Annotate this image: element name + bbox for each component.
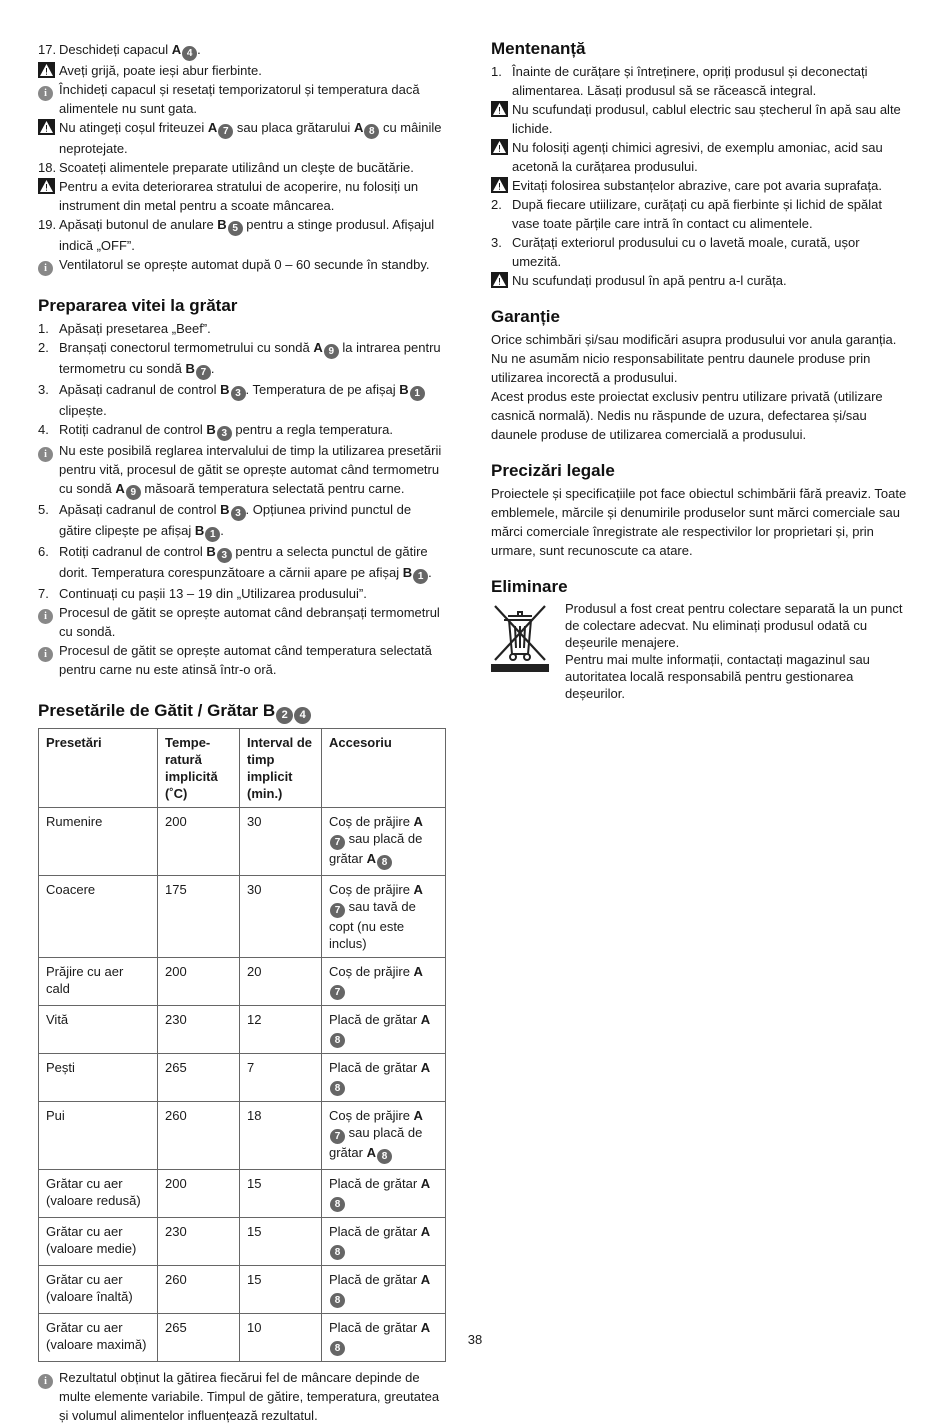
table-row	[39, 876, 446, 958]
part-ref-letter: A	[207, 120, 218, 135]
numbered-step: 6. Rotiți cadranul de control B 3 pentru a selecta punctul de gătire dorit. Temperatura corespunzătoare a cărnii apare pe afișaj B 1 .	[38, 544, 432, 582]
time-cell: 15	[240, 1170, 322, 1218]
presets-note: i Rezultatul obținut la gătirea fiecărui fel de mâncare depinde de multe elemente variabile. Timpul de gătire, temperatura, greutatea și volumul alimentelor influențează rezultatul.	[38, 1368, 446, 1425]
page-number: 38	[467, 1332, 483, 1347]
part-ref-letter: A	[313, 340, 323, 355]
part-number-badge: 9	[324, 344, 339, 359]
temperature-cell: 265	[158, 1054, 240, 1102]
preset-name-cell: Rumenire	[39, 808, 158, 876]
numbered-step: 1. Apăsați presetarea „Beef”.	[38, 321, 211, 336]
temperature-cell: 230	[158, 1006, 240, 1054]
presets-table-header	[39, 729, 446, 808]
temperature-cell: 260	[158, 1266, 240, 1314]
preset-name-cell: Grătar cu aer (valoare redusă)	[39, 1170, 158, 1218]
part-ref-letter: B	[402, 565, 413, 580]
part-number-badge: 5	[228, 221, 243, 236]
temperature-cell: 265	[158, 1314, 240, 1362]
temperature-cell: 200	[158, 958, 240, 1006]
part-ref-letter: B	[206, 422, 216, 437]
part-ref-letter: A	[366, 851, 376, 866]
part-ref-letter: A	[420, 1224, 431, 1239]
warning-icon	[38, 119, 55, 135]
info-note: i Procesul de gătit se oprește automat când temperatura selectată pentru carne nu este atinsă într-o oră.	[38, 641, 446, 679]
preset-name-cell: Grătar cu aer (valoare înaltă)	[39, 1266, 158, 1314]
part-number-badge: 8	[364, 124, 379, 139]
accessory-cell: Placă de grătar A8	[322, 1170, 446, 1218]
warning-icon	[491, 272, 508, 288]
time-cell: 7	[240, 1054, 322, 1102]
section-title-beef: Prepararea vitei la grătar	[38, 296, 238, 315]
part-ref-letter: A	[420, 1012, 431, 1027]
part-number-badge: 3	[217, 426, 232, 441]
part-number-badge: 2	[276, 707, 293, 724]
part-ref-letter: B	[220, 502, 230, 517]
step-number: 6.	[38, 544, 49, 559]
part-ref-letter: B	[220, 382, 230, 397]
time-cell: 30	[240, 876, 322, 958]
warning-note: Nu scufundați produsul în apă pentru a-l curăța.	[491, 271, 909, 290]
part-ref-letter: B	[206, 544, 216, 559]
part-number-badge: 8	[330, 1033, 345, 1048]
part-number-badge: 1	[205, 527, 220, 542]
part-number-badge: 7	[330, 835, 345, 850]
step-number: 2.	[491, 197, 502, 212]
info-icon: i	[38, 647, 53, 662]
accessory-cell: Placă de grătar A8	[322, 1266, 446, 1314]
numbered-step: 5. Apăsați cadranul de control B 3 . Opțiunea privind punctul de gătire clipește pe afișaj B 1 .	[38, 502, 412, 540]
accessory-cell: Placă de grătar A8	[322, 1314, 446, 1362]
warning-icon	[38, 62, 55, 78]
numbered-step: 2. Branșați conectorul termometrului cu sondă A 9 la intrarea pentru termometru cu sondă B 7 .	[38, 340, 441, 378]
accessory-cell: Coș de prăjire A7 sau placă de grătar A 8	[322, 808, 446, 876]
step-number: 4.	[38, 422, 49, 437]
time-cell: 18	[240, 1102, 322, 1170]
warning-icon	[491, 101, 508, 117]
part-ref-letter: B	[185, 361, 195, 376]
table-row	[39, 1218, 446, 1266]
part-number-badge: 7	[196, 365, 211, 380]
part-ref-letter: A	[366, 1145, 376, 1160]
step-number: 7.	[38, 586, 49, 601]
warning-icon	[38, 178, 55, 194]
table-header-cell: Accesoriu	[322, 729, 446, 808]
numbered-step: 2. După fiecare utiilizare, curățați cu apă fierbinte și lichid de spălat vase toate părțile care intră în contact cu alimentele.	[491, 197, 882, 231]
table-row	[39, 1102, 446, 1170]
part-number-badge: 4	[182, 46, 197, 61]
info-note: i Ventilatorul se oprește automat după 0 – 60 secunde în standby.	[38, 255, 446, 274]
numbered-step: 3. Apăsați cadranul de control B 3 . Temperatura de pe afișaj B 1 clipește.	[38, 380, 446, 420]
step-number: 1.	[491, 64, 502, 79]
disposal-paragraph: Produsul a fost creat pentru colectare separată la un punct de colectare adecvat. Nu eliminați produsul odată cu deșeurile menajere.	[565, 601, 903, 650]
accessory-cell: Coș de prăjire A7 sau tavă de copt (nu este inclus)	[322, 876, 446, 958]
time-cell: 20	[240, 958, 322, 1006]
part-number-badge: 4	[294, 707, 311, 724]
temperature-cell: 230	[158, 1218, 240, 1266]
temperature-cell: 260	[158, 1102, 240, 1170]
step-number: 3.	[491, 235, 502, 250]
preset-name-cell: Prăjire cu aer cald	[39, 958, 158, 1006]
info-icon: i	[38, 447, 53, 462]
accessory-cell: Placă de grătar A8	[322, 1218, 446, 1266]
preset-name-cell: Grătar cu aer (valoare medie)	[39, 1218, 158, 1266]
preset-name-cell: Vită	[39, 1006, 158, 1054]
info-note: i Nu este posibilă reglarea intervalului de timp la utilizarea presetării pentru vită, procesul de gătit se oprește automat când termometru cu sondă A 9 măsoară temperatura selectată pentru carne.	[38, 441, 446, 500]
preset-name-cell: Pești	[39, 1054, 158, 1102]
accessory-cell: Coș de prăjire A7	[322, 958, 446, 1006]
part-number-badge: 8	[330, 1341, 345, 1356]
part-number-badge: 8	[330, 1081, 345, 1096]
part-number-badge: 8	[330, 1245, 345, 1260]
weee-crossed-bin-icon	[491, 602, 549, 672]
warning-note: Evitați folosirea substanțelor abrazive, care pot avaria suprafața.	[491, 176, 909, 195]
section-title-presets: Presetările de Gătit / Grătar B 2 4	[38, 700, 446, 724]
part-number-badge: 7	[218, 124, 233, 139]
part-ref-letter: A	[420, 1272, 431, 1287]
warning-note: Nu atingeți coșul friteuzei A 7 sau placa grătarului A 8 cu mâinile neprotejate.	[38, 118, 446, 158]
maintenance-steps	[491, 62, 909, 290]
presets-table	[38, 728, 446, 1362]
part-ref-letter: B	[399, 382, 409, 397]
part-number-badge: 1	[410, 386, 425, 401]
temperature-cell: 200	[158, 808, 240, 876]
part-number-badge: 7	[330, 985, 345, 1000]
part-ref-letter: A	[420, 1176, 431, 1191]
section-title-disposal: Eliminare	[491, 577, 568, 596]
part-ref-letter: A	[413, 964, 423, 979]
accessory-cell: Placă de grătar A8	[322, 1006, 446, 1054]
table-row	[39, 1006, 446, 1054]
time-cell: 10	[240, 1314, 322, 1362]
step-number: 5.	[38, 502, 49, 517]
preset-name-cell: Coacere	[39, 876, 158, 958]
part-ref-letter: A	[420, 1320, 431, 1335]
step-number: 1.	[38, 321, 49, 336]
temperature-cell: 200	[158, 1170, 240, 1218]
temperature-cell: 175	[158, 876, 240, 958]
part-number-badge: 3	[231, 386, 246, 401]
part-ref-letter: B	[217, 217, 227, 232]
accessory-cell: Placă de grătar A8	[322, 1054, 446, 1102]
table-header-cell: Presetări	[39, 729, 158, 808]
time-cell: 12	[240, 1006, 322, 1054]
warning-note: Nu scufundați produsul, cablul electric sau ștecherul în apă sau alte lichide.	[491, 100, 909, 138]
info-note: i Închideți capacul și resetați temporizatorul și temperatura dacă alimentele nu sunt gata.	[38, 80, 446, 118]
disposal-paragraph: Pentru mai multe informații, contactați magazinul sau autoritatea locală responsabilă pentru gestionarea deșeurilor.	[565, 652, 870, 701]
time-cell: 30	[240, 808, 322, 876]
table-row	[39, 1266, 446, 1314]
disposal-block	[491, 600, 909, 702]
section-title-legal: Precizări legale	[491, 461, 615, 480]
time-cell: 15	[240, 1218, 322, 1266]
part-number-badge: 8	[377, 855, 392, 870]
steps-17-19	[38, 40, 446, 274]
table-row	[39, 958, 446, 1006]
step-number: 3.	[38, 382, 49, 397]
right-column	[491, 38, 909, 702]
part-ref-letter: A	[413, 882, 423, 897]
table-header-cell: Tempe-ratură implicită (˚C)	[158, 729, 240, 808]
info-note: i Procesul de gătit se oprește automat când debranșați termometrul cu sondă.	[38, 603, 446, 641]
table-row	[39, 1170, 446, 1218]
part-ref-letter: A	[115, 481, 125, 496]
warranty-paragraph: Orice schimbări și/sau modificări asupra produsului vor anula garanția. Nu ne asumăm nicio responsabilitate pentru daunele produse prin utilizarea incorectă a produsului.	[491, 332, 897, 385]
part-number-badge: 8	[330, 1197, 345, 1212]
time-cell: 15	[240, 1266, 322, 1314]
step-number: 17.	[38, 42, 57, 57]
part-ref-letter: A	[413, 814, 423, 829]
step-number: 19.	[38, 217, 57, 232]
section-title-warranty: Garanție	[491, 307, 560, 326]
part-ref-letter: A	[353, 120, 364, 135]
part-number-badge: 8	[377, 1149, 392, 1164]
numbered-step: 3. Curățați exteriorul produsului cu o lavetă moale, curată, ușor umezită.	[491, 235, 860, 269]
numbered-step: 18. Scoateți alimentele preparate utilizând un cleşte de bucătărie.	[38, 160, 414, 175]
info-icon: i	[38, 261, 53, 276]
numbered-step: 19. Apăsați butonul de anulare B 5 pentru a stinge produsul. Afișajul indică „OFF”.	[38, 217, 435, 253]
part-number-badge: 1	[413, 569, 428, 584]
section-title-maintenance: Mentenanță	[491, 39, 586, 58]
part-ref-letter: A	[420, 1060, 431, 1075]
step-number: 2.	[38, 340, 49, 355]
part-ref-letter: A	[171, 42, 182, 57]
preset-name-cell: Pui	[39, 1102, 158, 1170]
warning-note: Aveți grijă, poate ieși abur fierbinte.	[38, 61, 446, 80]
legal-paragraph: Proiectele și specificațiile pot face obiectul schimbării fără preaviz. Toate emblemele, mărcile și denumirile produselor sunt mărci comerciale sau mărci comerciale înregistrate ale respectivilor lor proprietari și, prin urmare, sunt recunoscute ca atare.	[491, 486, 907, 558]
part-number-badge: 9	[126, 485, 141, 500]
part-number-badge: 3	[217, 548, 232, 563]
numbered-step: 4. Rotiți cadranul de control B 3 pentru a regla temperatura.	[38, 422, 393, 439]
warning-note: Nu folosiți agenți chimici agresivi, de exemplu amoniac, acid sau acetonă la curățarea produsului.	[491, 138, 909, 176]
accessory-cell: Coș de prăjire A7 sau placă de grătar A 8	[322, 1102, 446, 1170]
table-header-cell: Interval de timp implicit (min.)	[240, 729, 322, 808]
numbered-step: 17. Deschideți capacul A 4 .	[38, 42, 201, 59]
warning-icon	[491, 139, 508, 155]
table-row	[39, 808, 446, 876]
part-number-badge: 7	[330, 903, 345, 918]
numbered-step: 7. Continuați cu pașii 13 – 19 din „Utilizarea produsului”.	[38, 586, 367, 601]
part-ref-letter: B	[194, 523, 205, 538]
left-column	[38, 40, 446, 1425]
info-icon: i	[38, 86, 53, 101]
step-number: 18.	[38, 160, 57, 175]
beef-steps	[38, 319, 446, 679]
part-number-badge: 7	[330, 1129, 345, 1144]
table-row	[39, 1054, 446, 1102]
part-number-badge: 3	[231, 506, 246, 521]
warranty-paragraph: Acest produs este proiectat exclusiv pentru utilizare privată (utilizare casnică normală). Nedis nu răspunde de uzura, defectarea și/sau daunele produse de utilizarea comercială a produsului.	[491, 389, 883, 442]
numbered-step: 1. Înainte de curățare și întreținere, opriți produsul și deconectați alimentarea. Lăsați produsul să se răcească integral.	[491, 64, 868, 98]
warning-icon	[491, 177, 508, 193]
info-icon: i	[38, 1374, 53, 1389]
preset-name-cell: Grătar cu aer (valoare maximă)	[39, 1314, 158, 1362]
warning-note: Pentru a evita deteriorarea stratului de acoperire, nu folosiți un instrument din metal pentru a scoate mâncarea.	[38, 177, 446, 215]
part-ref-letter: A	[413, 1108, 423, 1123]
info-icon: i	[38, 609, 53, 624]
part-number-badge: 8	[330, 1293, 345, 1308]
